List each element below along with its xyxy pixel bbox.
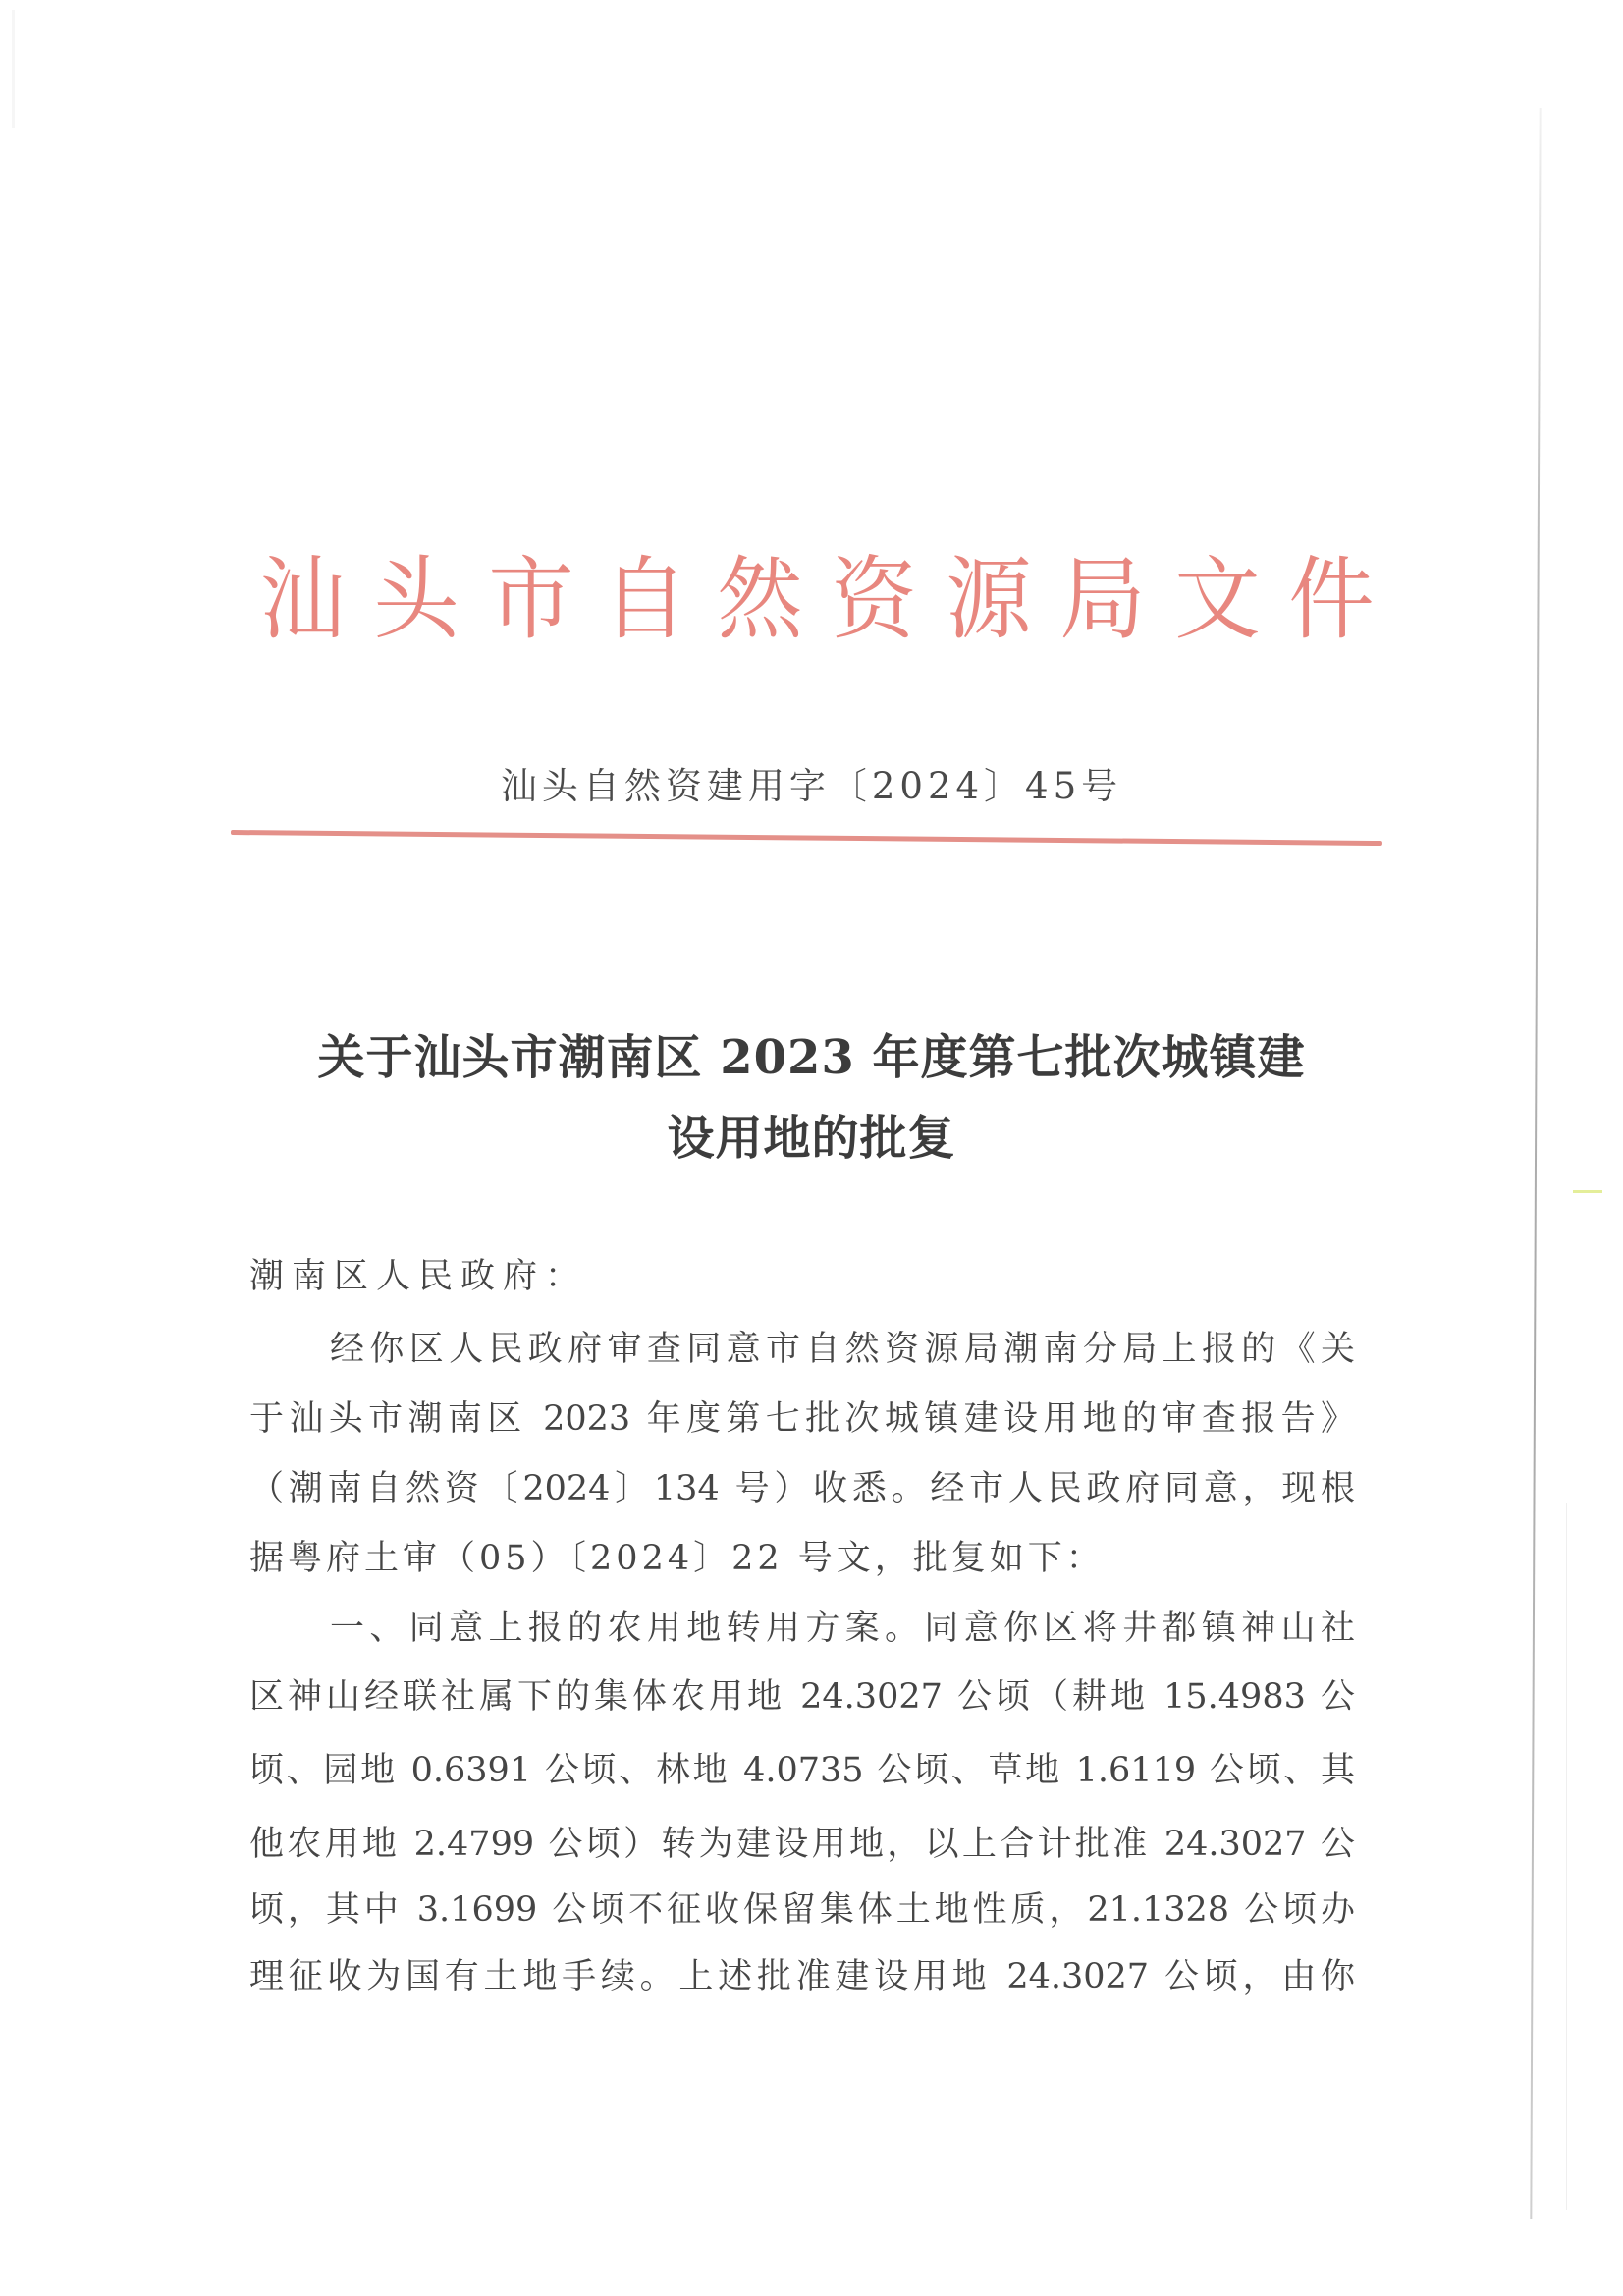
body-line: 顷、园地 0.6391 公顷、林地 4.0735 公顷、草地 1.6119 公顷、其 bbox=[249, 1751, 1355, 1790]
body-line: 理征收为国有土地手续。上述批准建设用地 24.3027 公顷，由你 bbox=[249, 1957, 1355, 1996]
agency-header-char: 然 bbox=[717, 547, 803, 652]
agency-header-char: 资 bbox=[831, 547, 917, 652]
agency-header-char: 件 bbox=[1288, 547, 1375, 652]
document-number: 汕头自然资建用字〔2024〕45号 bbox=[500, 765, 1123, 807]
body-line: 于汕头市潮南区 2023 年度第七批次城镇建设用地的审查报告》 bbox=[249, 1399, 1355, 1439]
red-divider bbox=[231, 830, 1382, 846]
agency-header-char: 头 bbox=[373, 547, 460, 652]
agency-header-char: 汕 bbox=[259, 547, 346, 652]
subject-title-line-1: 关于汕头市潮南区 2023 年度第七批次城镇建 bbox=[317, 1030, 1306, 1085]
agency-header-char: 市 bbox=[488, 547, 574, 652]
body-line: 区神山经联社属下的集体农用地 24.3027 公顷（耕地 15.4983 公 bbox=[249, 1677, 1355, 1717]
body-line: 顷，其中 3.1699 公顷不征收保留集体土地性质，21.1328 公顷办 bbox=[249, 1890, 1355, 1930]
body-line: 据粤府土审（05）〔2024〕22 号文，批复如下： bbox=[249, 1539, 1105, 1578]
body-line: 一、同意上报的农用地转用方案。同意你区将井都镇神山社 bbox=[330, 1609, 1355, 1648]
agency-header-char: 自 bbox=[602, 547, 689, 652]
highlight-mark bbox=[1573, 1190, 1602, 1193]
salutation: 潮南区人民政府： bbox=[249, 1257, 588, 1296]
scan-edge-artifact bbox=[12, 10, 15, 128]
body-line: （潮南自然资〔2024〕134 号）收悉。经市人民政府同意，现根 bbox=[249, 1469, 1355, 1508]
body-line: 经你区人民政府审查同意市自然资源局潮南分局上报的《关 bbox=[330, 1330, 1355, 1369]
agency-header-char: 局 bbox=[1059, 547, 1146, 652]
agency-header bbox=[257, 538, 1377, 652]
body-line: 他农用地 2.4799 公顷）转为建设用地，以上合计批准 24.3027 公 bbox=[249, 1825, 1355, 1864]
scan-faint-line bbox=[1566, 1503, 1567, 2210]
agency-header-char: 源 bbox=[945, 547, 1032, 652]
subject-title-line-2: 设用地的批复 bbox=[667, 1111, 956, 1166]
agency-header-char: 文 bbox=[1173, 547, 1261, 652]
